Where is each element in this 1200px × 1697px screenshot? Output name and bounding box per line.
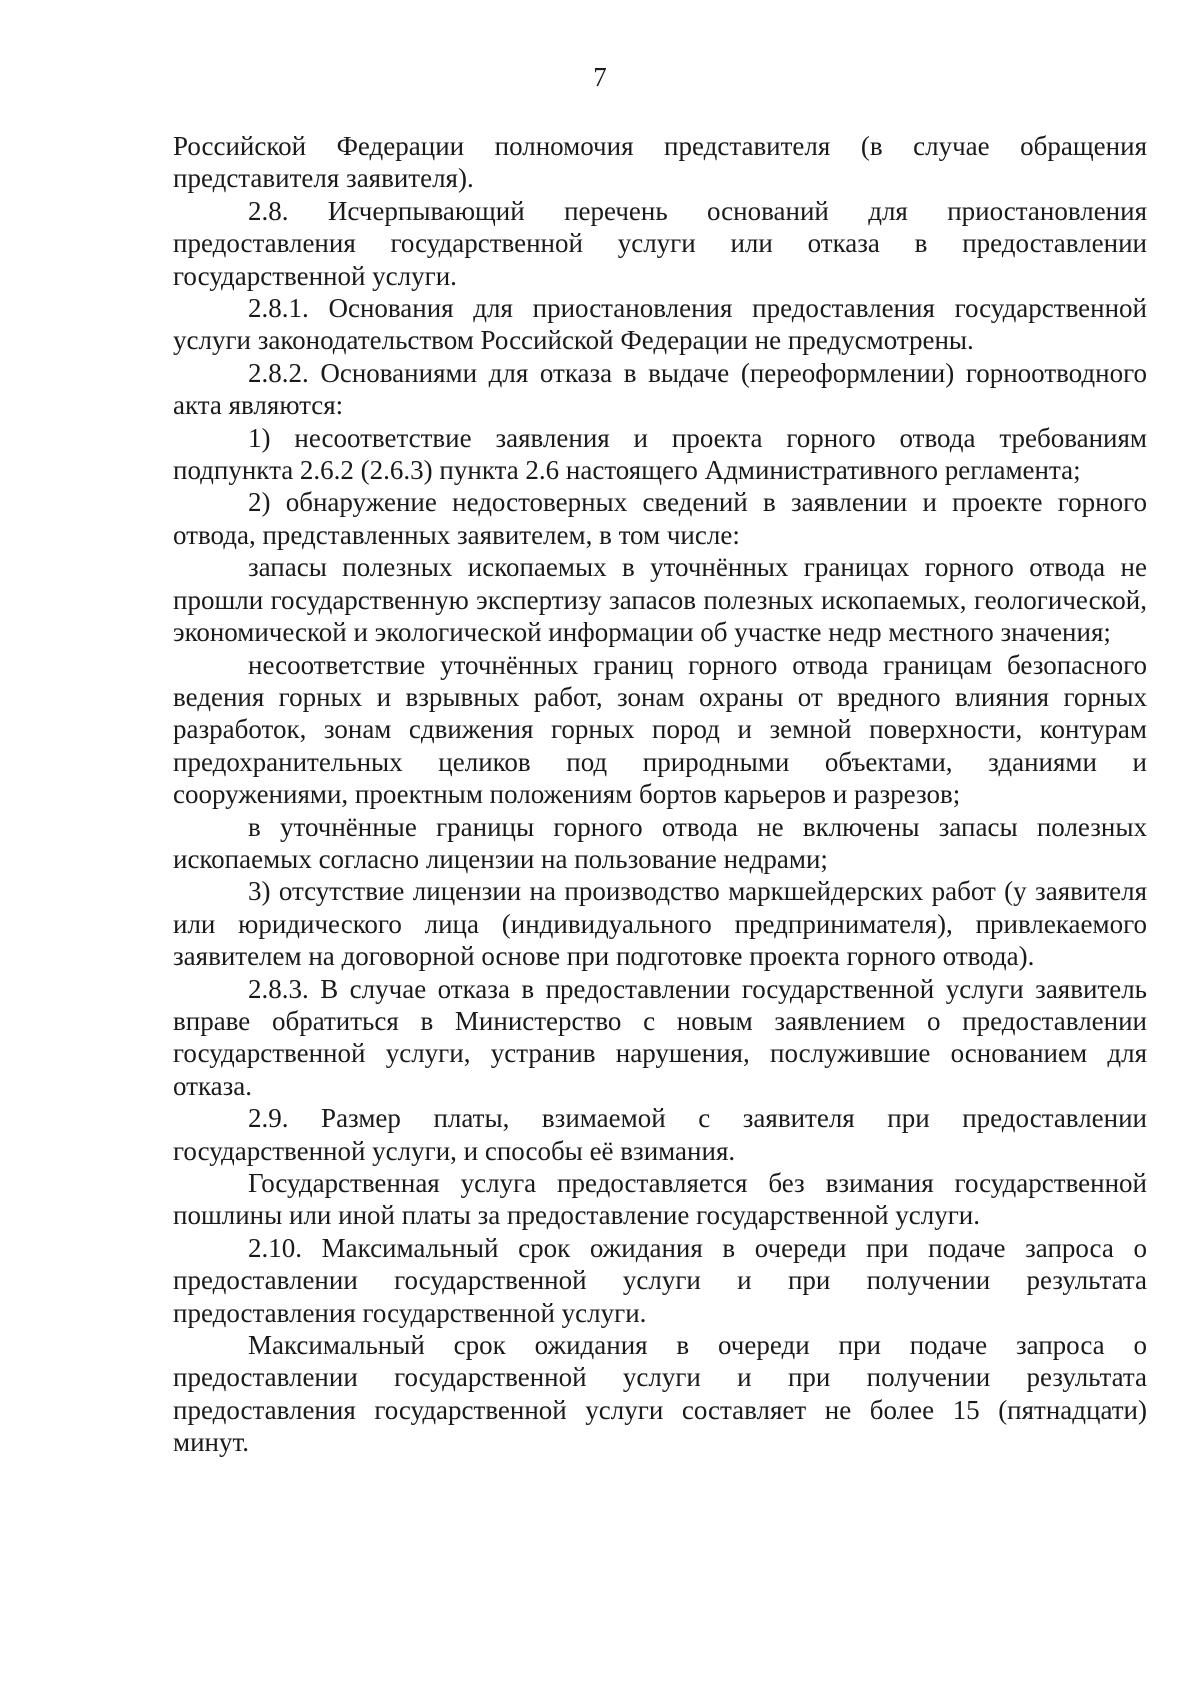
document-body [173,130,1147,1459]
paragraph: Максимальный срок ожидания в очереди при подаче запроса о предоставлении государственной услуги и при получении результата предоставления государственной услуги составляет не более 15 (пятнадцати) минут. [173,1330,1147,1458]
paragraph: 2.8.2. Основаниями для отказа в выдаче (переоформлении) горноотводного акта являются: [173,357,1147,421]
paragraph: запасы полезных ископаемых в уточнённых границах горного отвода не прошли государственную экспертизу запасов полезных ископаемых, геологической, экономической и экологической информации об участке недр местного значения; [173,552,1147,648]
paragraph: 2.9. Размер платы, взимаемой с заявителя при предоставлении государственной услуги, и способы её взимания. [173,1103,1147,1166]
paragraph: Государственная услуга предоставляется без взимания государственной пошлины или иной платы за предоставление государственной услуги. [173,1168,1147,1231]
paragraph: 2) обнаружение недостоверных сведений в заявлении и проекте горного отвода, представленных заявителем, в том числе: [173,487,1147,550]
paragraph: 2.8. Исчерпывающий перечень оснований для приостановления предоставления государственной услуги или отказа в предоставлении государственной услуги. [173,195,1147,291]
page-number: 7 [593,62,607,92]
paragraph: 1) несоответствие заявления и проекта горного отвода требованиям подпункта 2.6.2 (2.6.3) пункта 2.6 настоящего Административного регламента; [173,422,1147,486]
paragraph: в уточнённые границы горного отвода не включены запасы полезных ископаемых согласно лицензии на пользование недрами; [173,811,1147,874]
paragraph: 3) отсутствие лицензии на производство маркшейдерских работ (у заявителя или юридического лица (индивидуального предпринимателя), привлекаемого заявителем на договорной основе при подготовке проекта горного отвода). [173,876,1147,972]
paragraph: 2.8.1. Основания для приостановления предоставления государственной услуги законодательством Российской Федерации не предусмотрены. [173,293,1147,356]
paragraph: 2.8.3. В случае отказа в предоставлении государственной услуги заявитель вправе обратиться в Министерство с новым заявлением о предоставлении государственной услуги, устранив нарушения, послужившие основанием для отказа. [173,973,1147,1101]
paragraph: Российской Федерации полномочия представителя (в случае обращения представителя заявителя). [173,131,1147,194]
paragraph: 2.10. Максимальный срок ожидания в очереди при подаче запроса о предоставлении государственной услуги и при получении результата предоставления государственной услуги. [173,1232,1147,1328]
paragraph: несоответствие уточнённых границ горного отвода границам безопасного ведения горных и взрывных работ, зонам охраны от вредного влияния горных разработок, зонам сдвижения горных пород и земной поверхности, контурам предохранительных целиков под природными объектами, зданиями и сооружениями, проектным положениям бортов карьеров и разрезов; [173,649,1147,810]
